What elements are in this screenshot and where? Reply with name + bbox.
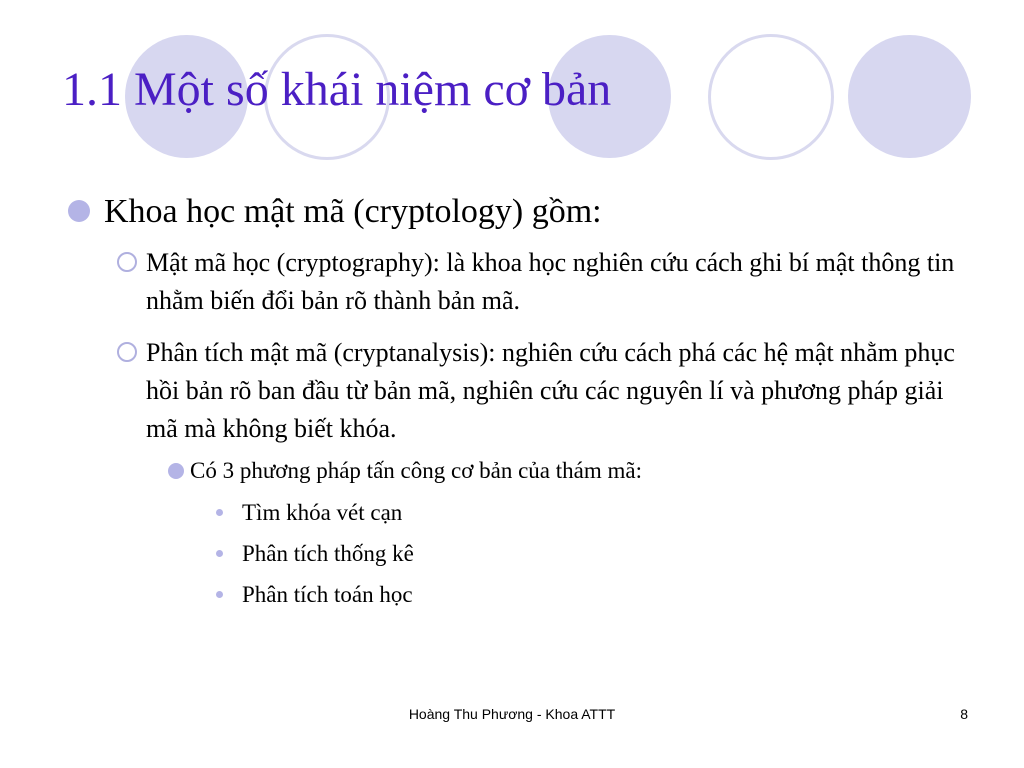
decor-circle-outline-2 (708, 34, 834, 160)
bullet-dot-icon (216, 509, 223, 516)
bullet-filled-circle-icon (68, 200, 90, 222)
slide-title: 1.1 Một số khái niệm cơ bản (62, 63, 612, 116)
page-number: 8 (960, 706, 968, 722)
method-item: Phân tích toán học (242, 582, 413, 607)
slide-footer: Hoàng Thu Phương - Khoa ATTT (408, 706, 616, 722)
bullet-filled-circle-icon (168, 463, 184, 479)
bullet-cryptanalysis: Phân tích mật mã (cryptanalysis): nghiên cứu cách phá các hệ mật nhằm phục hồi bản rõ ban đầu từ bản mã, nghiên cứu các nguyên lí và phương pháp giải mã mà không biết khóa. (146, 338, 955, 443)
bullet-dot-icon (216, 550, 223, 557)
bullet-hollow-circle-icon (117, 252, 137, 272)
method-item: Tìm khóa vét cạn (242, 500, 403, 525)
bullet-cryptology: Khoa học mật mã (cryptology) gồm: (104, 193, 602, 230)
method-item: Phân tích thống kê (242, 541, 414, 566)
bullet-hollow-circle-icon (117, 342, 137, 362)
decor-circle-filled-3 (848, 35, 971, 158)
bullet-cryptography: Mật mã học (cryptography): là khoa học nghiên cứu cách ghi bí mật thông tin nhằm biến đổi bản rõ thành bản mã. (146, 248, 955, 315)
bullet-dot-icon (216, 591, 223, 598)
bullet-attack-methods: Có 3 phương pháp tấn công cơ bản của thám mã: (190, 458, 642, 483)
